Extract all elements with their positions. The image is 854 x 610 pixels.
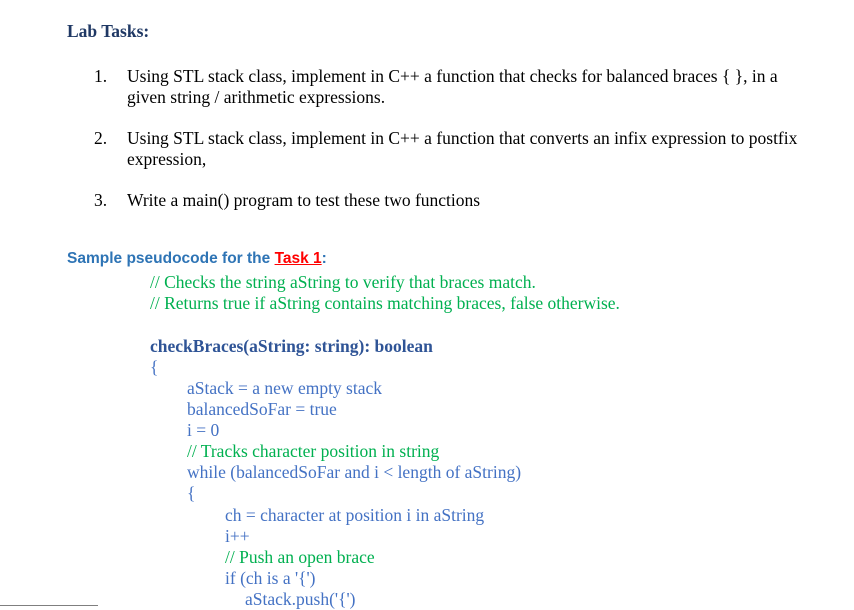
code-comment: // Tracks character position in string	[187, 441, 440, 461]
page-heading: Lab Tasks:	[67, 21, 150, 41]
task-number: 1.	[94, 66, 108, 86]
code-comment: // Push an open brace	[225, 547, 375, 567]
sample-heading	[67, 250, 327, 268]
task-3-line-1: Write a main() program to test these two functions	[127, 190, 481, 210]
task-2-line-1: Using STL stack class, implement in C++ a function that converts an infix expression to postfix	[127, 128, 798, 148]
task-1-line-2: given string / arithmetic expressions.	[127, 87, 386, 107]
sample-heading-suffix: :	[321, 250, 327, 267]
code-line: while (balancedSoFar and i < length of aString)	[187, 462, 522, 482]
task-number: 3.	[94, 190, 108, 210]
task-1-line-1: Using STL stack class, implement in C++ a function that checks for balanced braces { }, in a	[127, 66, 778, 86]
function-signature: checkBraces(aString: string): boolean	[150, 336, 433, 356]
code-line: aStack = a new empty stack	[187, 378, 383, 398]
task-number: 2.	[94, 128, 108, 148]
code-line: i = 0	[187, 420, 220, 440]
code-brace: {	[187, 483, 196, 503]
code-line: ch = character at position i in aString	[225, 505, 485, 525]
code-line: i++	[225, 526, 250, 546]
task-2-line-2: expression,	[127, 149, 207, 169]
code-brace: {	[150, 357, 159, 377]
code-comment: // Returns true if aString contains matching braces, false otherwise.	[150, 293, 620, 313]
code-line: aStack.push('{')	[245, 589, 356, 609]
code-comment: // Checks the string aString to verify that braces match.	[150, 272, 536, 292]
task-1-link[interactable]: Task 1	[274, 250, 322, 267]
code-line: balancedSoFar = true	[187, 399, 337, 419]
sample-heading-prefix: Sample pseudocode for the	[67, 250, 275, 267]
code-line: if (ch is a '{')	[225, 568, 316, 588]
footnote-separator	[0, 605, 98, 606]
